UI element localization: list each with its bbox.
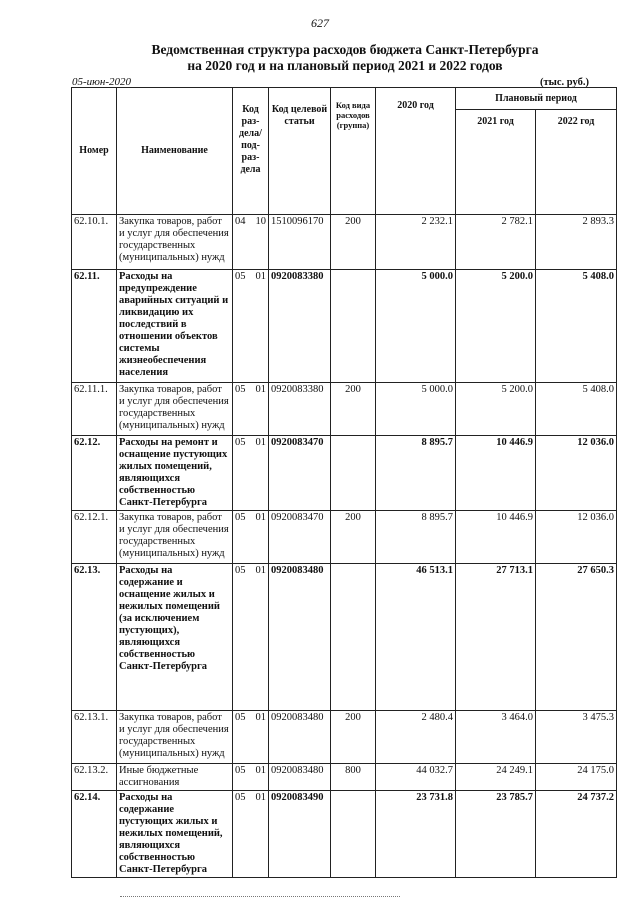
- document-title: [0, 42, 640, 74]
- row-razdel: 05: [235, 765, 246, 776]
- footer-mark: [120, 896, 400, 901]
- row-number: 62.11.: [72, 270, 117, 383]
- row-name: Иные бюджетные ассигнования: [117, 764, 233, 791]
- row-razdel: 05: [235, 565, 246, 576]
- row-section: [233, 270, 269, 383]
- row-2021: 2 782.1: [456, 215, 536, 270]
- row-2020: 8 895.7: [376, 511, 456, 564]
- row-kind: [331, 436, 376, 511]
- row-section: [233, 791, 269, 878]
- row-2021: 10 446.9: [456, 511, 536, 564]
- row-number: 62.13.1.: [72, 711, 117, 764]
- row-podrazdel: 01: [255, 512, 266, 523]
- row-2022: 12 036.0: [536, 511, 617, 564]
- row-number: 62.10.1.: [72, 215, 117, 270]
- row-podrazdel: 01: [255, 565, 266, 576]
- table-row: [72, 791, 617, 878]
- col-planned-header: Плановый период: [456, 88, 617, 110]
- col-2022-header: 2022 год: [536, 110, 617, 215]
- row-razdel: 05: [235, 712, 246, 723]
- row-section: [233, 511, 269, 564]
- row-podrazdel: 01: [255, 765, 266, 776]
- row-2022: 5 408.0: [536, 383, 617, 436]
- row-2020: 23 731.8: [376, 791, 456, 878]
- row-number: 62.13.2.: [72, 764, 117, 791]
- row-2022: 5 408.0: [536, 270, 617, 383]
- row-2021: 5 200.0: [456, 383, 536, 436]
- header-row-1: [72, 88, 617, 110]
- page-number: 627: [311, 16, 329, 30]
- table-row: [72, 383, 617, 436]
- row-podrazdel: 01: [255, 271, 266, 282]
- row-2020: 46 513.1: [376, 564, 456, 711]
- title-line-2: на 2020 год и на плановый период 2021 и 2022 годов: [187, 58, 503, 73]
- col-name-header: Наименование: [117, 88, 233, 215]
- table-row: [72, 436, 617, 511]
- row-section: [233, 564, 269, 711]
- col-number-header: Номер: [72, 88, 117, 215]
- row-target: 0920083480: [269, 764, 331, 791]
- row-2020: 5 000.0: [376, 383, 456, 436]
- row-2020: 8 895.7: [376, 436, 456, 511]
- row-kind: 200: [331, 511, 376, 564]
- row-podrazdel: 01: [255, 437, 266, 448]
- row-number: 62.13.: [72, 564, 117, 711]
- row-razdel: 05: [235, 384, 246, 395]
- row-name: Расходы на ремонт и оснащение пустующих жилых помещений, являющихся собственностью Санкт-Петербурга: [117, 436, 233, 511]
- row-kind: 200: [331, 383, 376, 436]
- row-kind: [331, 270, 376, 383]
- row-razdel: 05: [235, 792, 246, 803]
- row-2022: 27 650.3: [536, 564, 617, 711]
- row-kind: [331, 791, 376, 878]
- row-name: Расходы на содержание пустующих жилых и нежилых помещений, являющихся собственностью Санкт-Петербурга: [117, 791, 233, 878]
- row-section: [233, 711, 269, 764]
- row-2022: 24 737.2: [536, 791, 617, 878]
- row-2020: 2 480.4: [376, 711, 456, 764]
- row-kind: 200: [331, 711, 376, 764]
- col-2020-header: 2020 год: [376, 88, 456, 215]
- row-kind: 800: [331, 764, 376, 791]
- row-2021: 5 200.0: [456, 270, 536, 383]
- row-podrazdel: 01: [255, 792, 266, 803]
- row-section: [233, 383, 269, 436]
- row-kind: [331, 564, 376, 711]
- row-2022: 12 036.0: [536, 436, 617, 511]
- table-row: [72, 711, 617, 764]
- row-name: Расходы на содержание и оснащение жилых и нежилых помещений (за исключением пустующих), являющихся собственностью Санкт-Петербурга: [117, 564, 233, 711]
- row-section: [233, 764, 269, 791]
- row-2021: 27 713.1: [456, 564, 536, 711]
- row-2020: 5 000.0: [376, 270, 456, 383]
- row-2020: 2 232.1: [376, 215, 456, 270]
- row-number: 62.12.: [72, 436, 117, 511]
- row-name: Закупка товаров, работ и услуг для обеспечения государственных (муниципальных) нужд: [117, 383, 233, 436]
- row-name: Закупка товаров, работ и услуг для обеспечения государственных (муниципальных) нужд: [117, 711, 233, 764]
- row-name: Расходы на предупреждение аварийных ситуаций и ликвидацию их последствий в отношении объектов системы жизнеобеспечения населения: [117, 270, 233, 383]
- row-number: 62.12.1.: [72, 511, 117, 564]
- row-razdel: 04: [235, 216, 246, 227]
- col-2021-header: 2021 год: [456, 110, 536, 215]
- row-target: 0920083380: [269, 270, 331, 383]
- table-row: [72, 270, 617, 383]
- table-body: [72, 215, 617, 878]
- col-target-header: Код целевой статьи: [269, 88, 331, 215]
- units-label: (тыс. руб.): [540, 77, 589, 88]
- col-section-header: Код раз-дела/ под-раз-дела: [233, 88, 269, 215]
- row-2022: 24 175.0: [536, 764, 617, 791]
- row-kind: 200: [331, 215, 376, 270]
- row-section: [233, 215, 269, 270]
- table-row: [72, 215, 617, 270]
- row-razdel: 05: [235, 437, 246, 448]
- budget-table: [71, 87, 617, 878]
- row-2022: 2 893.3: [536, 215, 617, 270]
- row-razdel: 05: [235, 512, 246, 523]
- row-target: 0920083470: [269, 436, 331, 511]
- row-podrazdel: 01: [255, 712, 266, 723]
- row-target: 0920083480: [269, 564, 331, 711]
- row-podrazdel: 01: [255, 384, 266, 395]
- row-section: [233, 436, 269, 511]
- row-target: 0920083470: [269, 511, 331, 564]
- row-2021: 3 464.0: [456, 711, 536, 764]
- row-2020: 44 032.7: [376, 764, 456, 791]
- col-kind-header: Код вида расходов (группа): [331, 88, 376, 215]
- row-2021: 24 249.1: [456, 764, 536, 791]
- row-podrazdel: 10: [255, 216, 266, 227]
- row-number: 62.11.1.: [72, 383, 117, 436]
- row-target: 1510096170: [269, 215, 331, 270]
- table-row: [72, 511, 617, 564]
- row-name: Закупка товаров, работ и услуг для обеспечения государственных (муниципальных) нужд: [117, 511, 233, 564]
- row-number: 62.14.: [72, 791, 117, 878]
- row-target: 0920083380: [269, 383, 331, 436]
- row-2021: 23 785.7: [456, 791, 536, 878]
- row-target: 0920083490: [269, 791, 331, 878]
- document-date: 05-июн-2020: [72, 76, 132, 88]
- table-row: [72, 764, 617, 791]
- table-row: [72, 564, 617, 711]
- title-line-1: Ведомственная структура расходов бюджета Санкт-Петербурга: [151, 42, 539, 57]
- row-razdel: 05: [235, 271, 246, 282]
- row-2022: 3 475.3: [536, 711, 617, 764]
- row-2021: 10 446.9: [456, 436, 536, 511]
- row-target: 0920083480: [269, 711, 331, 764]
- row-name: Закупка товаров, работ и услуг для обеспечения государственных (муниципальных) нужд: [117, 215, 233, 270]
